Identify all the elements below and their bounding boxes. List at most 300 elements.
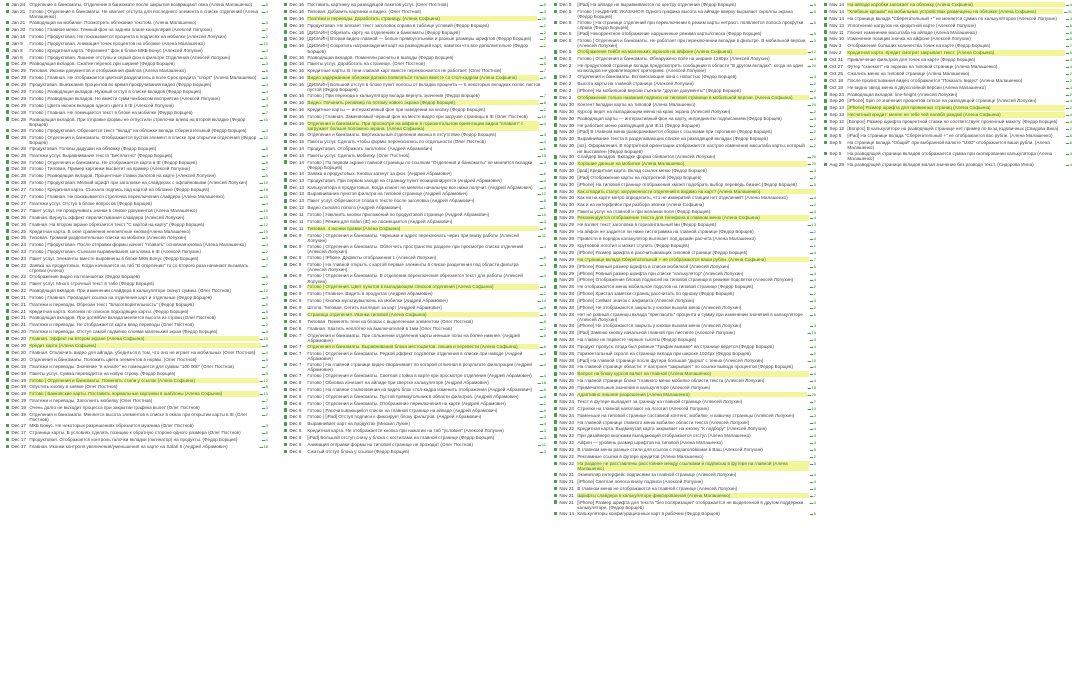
task-item[interactable] — [284, 326, 546, 332]
task-title[interactable]: Готово | Продуктовая. Съехали выравнивания заголовка в IE (Алексей Лопухин) — [29, 249, 201, 255]
task-item[interactable] — [824, 92, 1072, 98]
checkbox-icon[interactable] — [284, 408, 287, 411]
checkbox-icon[interactable] — [554, 285, 557, 288]
task-title[interactable]: Штопа. Типовая. Cетить выглядит за карт (Андрей Абрамович) — [307, 305, 442, 311]
task-title[interactable]: Отображение больших количества точек на карте (Федор Борщев) — [847, 43, 991, 49]
task-item[interactable] — [284, 442, 546, 448]
checkbox-icon[interactable] — [284, 94, 287, 97]
task-title[interactable]: Готово | IPhone. Дефекты отображения 1 (Алексей Лопухин) — [307, 255, 437, 261]
task-item[interactable] — [6, 146, 268, 152]
task-item[interactable] — [554, 129, 816, 135]
checkbox-icon[interactable] — [554, 292, 557, 295]
task-title[interactable]: Готово | Главная. Не отображается цветной разделитель в поле Срок кредита "спорт" (Алена Малашенко) — [29, 75, 257, 81]
checkbox-icon[interactable] — [6, 250, 9, 253]
task-title[interactable]: [iPhone] Сеймат значок с алфавита (Алексей Лопухин) — [577, 298, 695, 304]
checkbox-icon[interactable] — [554, 216, 557, 219]
task-title[interactable]: Не видно звезд меню в двухслойной версии (Алена Малашенко) — [847, 84, 986, 90]
task-title[interactable]: Продуктовая. Головы дадушки на обложку (Федор Борщев) — [29, 145, 157, 151]
task-item[interactable] — [284, 414, 546, 420]
checkbox-icon[interactable] — [284, 388, 287, 391]
task-item[interactable] — [554, 447, 816, 453]
task-title[interactable]: [iPhone] Spin се значения процентов сеткое на разводящей странице (Алексей Лопухин) — [847, 98, 1037, 104]
checkbox-icon[interactable] — [824, 37, 827, 40]
task-title[interactable]: "Хлебные крошки" на мобильных устройствах размещены на обложке (Алена Софьина) — [847, 9, 1063, 14]
checkbox-icon[interactable] — [554, 487, 557, 490]
task-title[interactable]: Готово | Наклеить кнопки приложений по продуктовой странице (Андрей Абрамович) — [307, 212, 490, 218]
task-title[interactable]: Как ни на карте метро определить, что не измеритий станции нет отделений? (Алена Малашенко) — [577, 194, 788, 200]
task-title[interactable]: Готово | Продуктовая. После отправки формы начнет "плавать" основная кнопка (Алена Малашенко) — [29, 242, 246, 248]
task-title[interactable]: Отображение Гейбл на маленьких экранов на айфоне (Алена Софьина) — [577, 49, 806, 54]
task-item[interactable] — [284, 449, 546, 455]
task-title[interactable]: Пакет услуг. Элементы вместе выровнены в блоке МКБ Бонус (Федор Борщев) — [29, 256, 199, 262]
task-title[interactable]: Калькулятора в продуктовых. Когда клиент не меняли начальную все ниже получит. (Андрей Абрамович) — [307, 184, 533, 190]
task-title[interactable]: Уплотнение нагрузок на кредитной карте (Алексей Лопухин) — [847, 22, 976, 28]
checkbox-icon[interactable] — [554, 358, 557, 361]
task-title[interactable]: Готово | Разводящая вкладов. Процентные ставки Залогов на карте (Алексей Лопухин) — [29, 173, 216, 179]
task-item[interactable] — [284, 30, 546, 36]
task-item[interactable] — [554, 330, 816, 336]
checkbox-icon[interactable] — [554, 462, 557, 465]
task-item[interactable] — [554, 102, 816, 108]
task-item[interactable] — [6, 2, 268, 8]
task-title[interactable]: Готово | Главная. Не помещается текст в блоке на мобилке (Федор Борщев) — [29, 109, 193, 115]
task-item[interactable] — [6, 27, 268, 33]
checkbox-icon[interactable] — [554, 169, 557, 172]
checkbox-icon[interactable] — [554, 21, 557, 24]
task-title[interactable]: Рекомендуется отображение текста для телефона в главном меню (Алена Софьина) — [577, 215, 808, 220]
checkbox-icon[interactable] — [554, 116, 557, 119]
task-item[interactable] — [554, 344, 816, 350]
task-item[interactable] — [554, 182, 816, 188]
checkbox-icon[interactable] — [284, 30, 287, 33]
checkbox-icon[interactable] — [554, 32, 557, 35]
checkbox-icon[interactable] — [284, 285, 287, 288]
checkbox-icon[interactable] — [284, 108, 287, 111]
checkbox-icon[interactable] — [824, 72, 827, 75]
task-title[interactable]: Несчетный кредит: менял не тебе чей палабл рандой (Алена Софьина) — [847, 112, 1064, 117]
checkbox-icon[interactable] — [554, 123, 557, 126]
checkbox-icon[interactable] — [6, 42, 9, 45]
task-title[interactable]: Продуктовая. Отображается контроль галочки вкладки (пагинатор) на продукты. (Федор Борщев) — [29, 436, 238, 442]
checkbox-icon[interactable] — [554, 324, 557, 327]
checkbox-icon[interactable] — [284, 69, 287, 72]
checkbox-icon[interactable] — [6, 147, 9, 150]
task-item[interactable] — [284, 121, 546, 132]
task-title[interactable]: Готово | Продуктовая. Анимация точек процентов на обложке (Алена Малашенко) — [29, 40, 205, 46]
task-title[interactable]: Пакет услуг. Обрезаются слова в тексте после заголовка (Андрей Абрамович) — [307, 198, 475, 204]
checkbox-icon[interactable] — [284, 37, 287, 40]
checkbox-icon[interactable] — [824, 141, 827, 144]
task-item[interactable] — [284, 55, 546, 61]
task-title[interactable]: Готово | НАДИНИЕ УКАЗАНО!!! Одного графика высота на айпаде вверху вырывает скроллы экрана (Федор Борщев) — [577, 8, 793, 20]
checkbox-icon[interactable] — [284, 76, 287, 79]
task-title[interactable]: Платежи услуг. Отступ в блоке вопросов (Федор Борщев) — [29, 200, 153, 206]
checkbox-icon[interactable] — [554, 331, 557, 334]
checkbox-icon[interactable] — [554, 130, 557, 133]
task-item[interactable] — [6, 295, 268, 301]
task-item[interactable] — [6, 329, 268, 335]
task-item[interactable] — [6, 437, 268, 443]
task-item[interactable] — [554, 413, 816, 419]
checkbox-icon[interactable] — [824, 113, 827, 116]
task-title[interactable]: На айфон не задается ли ниже гистограмма на главной странице (Федор Борщев) — [577, 229, 754, 235]
task-title[interactable]: На странице вклада "Сберегательный +" не меняется сумма по калькуляторов (Алексей Лопухин) — [847, 15, 1057, 21]
task-title[interactable]: На главной странице области: У настроек "закрывает" по ссылке вывода процентов (Федор Борщев) — [577, 364, 794, 370]
task-title[interactable]: Пакеты услуг. Доработать на странице. (Олег Постнов) — [307, 61, 425, 67]
checkbox-icon[interactable] — [6, 174, 9, 177]
task-item[interactable] — [824, 140, 1072, 151]
task-item[interactable] — [824, 57, 1072, 63]
task-title[interactable]: [iPad] В главном меню разворачивается сборки с ссылками при скролинге (Федор Борщев) — [577, 129, 773, 135]
checkbox-icon[interactable] — [6, 154, 9, 157]
checkbox-icon[interactable] — [284, 313, 287, 316]
checkbox-icon[interactable] — [284, 23, 287, 26]
task-item[interactable] — [284, 244, 546, 255]
task-item[interactable] — [6, 173, 268, 179]
task-title[interactable]: Отделения и банкоматы. При просмотре на айфоне в горизонтальном ориентации видна "плавает" с загружает больше положено экрана. (Алена Софьина) — [307, 121, 538, 132]
task-item[interactable] — [284, 68, 546, 74]
task-item[interactable] — [284, 114, 546, 120]
task-title[interactable]: Готово | Отделения и банкоматы. Не отображается карта в IE (Федор Борщев) — [29, 159, 198, 165]
task-item[interactable] — [6, 357, 268, 363]
checkbox-icon[interactable] — [554, 393, 557, 396]
task-item[interactable] — [554, 229, 816, 235]
task-title[interactable]: Готово | По первом экране главной страницы по ссылкам "Отделения и банкоматы" не меняется вкладки (Федор Борщев) — [307, 159, 533, 170]
checkbox-icon[interactable] — [554, 176, 557, 179]
checkbox-icon[interactable] — [554, 137, 557, 140]
checkbox-icon[interactable] — [824, 127, 827, 130]
task-title[interactable]: Готово | Продуктовая. Мелкий шрифт при заголовке на слайдерах с офлайновыми (Алексей Лопухин) — [29, 180, 248, 186]
checkbox-icon[interactable] — [824, 120, 827, 123]
task-item[interactable] — [554, 277, 816, 283]
checkbox-icon[interactable] — [554, 427, 557, 430]
checkbox-icon[interactable] — [284, 160, 287, 163]
task-title[interactable]: Платежи и переводы. Отступ самой подменю слоями маленький экран (Федор Борщев) — [29, 329, 218, 335]
task-item[interactable] — [554, 31, 816, 37]
task-title[interactable]: Продуктовая. Не влезает текст заголовок справа в таблице условий (Федор Борщев) — [307, 22, 490, 28]
task-title[interactable]: [Вопрос] В калькуляторе на разводящей странице нет пример по вхэд ездовичных (Свидова Вика) — [847, 126, 1059, 132]
task-item[interactable] — [554, 189, 816, 194]
task-item[interactable] — [6, 153, 268, 159]
checkbox-icon[interactable] — [554, 244, 557, 247]
task-item[interactable] — [284, 75, 546, 81]
task-title[interactable]: [iPad] Большой отступ снизу у блока с костилами на главной странице (Федор Борщев) — [307, 435, 495, 441]
checkbox-icon[interactable] — [6, 28, 9, 31]
checkbox-icon[interactable] — [6, 83, 9, 86]
checkbox-icon[interactable] — [554, 190, 557, 193]
checkbox-icon[interactable] — [284, 395, 287, 398]
checkbox-icon[interactable] — [284, 178, 287, 181]
task-item[interactable] — [554, 271, 816, 277]
task-title[interactable]: Кредитная карта. В окне сравнения непонятные кнопки(Алена Малашенко) — [29, 228, 191, 234]
checkbox-icon[interactable] — [284, 401, 287, 404]
task-title[interactable]: Отделения и банкоматы. Меняется высота элементов в списке в окнах при открытии карты в IE (Олег Постнов) — [29, 411, 248, 423]
task-item[interactable] — [554, 257, 816, 263]
task-item[interactable] — [824, 9, 1072, 15]
task-item[interactable] — [6, 9, 268, 20]
task-title[interactable]: Главная. Хватить неплотно на выключателей в 1мм (Олег Постнов) — [307, 325, 453, 331]
task-item[interactable] — [554, 209, 816, 215]
checkbox-icon[interactable] — [554, 351, 557, 354]
checkbox-icon[interactable] — [6, 216, 9, 219]
task-title[interactable]: Пакет услуг. Не прокручивать значки в списке документов (Алена Малашенко) — [29, 207, 197, 213]
task-title[interactable]: Продуктовая. Выезжание процентов во время прокручивания видео (Федор Борщев) — [29, 82, 212, 88]
task-item[interactable] — [284, 262, 546, 273]
checkbox-icon[interactable] — [554, 313, 557, 316]
task-title[interactable]: Не работает меню разводящей для IE11 (Федор Борщев) — [577, 122, 700, 128]
task-item[interactable] — [6, 274, 268, 280]
task-item[interactable] — [554, 392, 816, 398]
task-title[interactable]: В главном меню разные стили для ссылок с подзаголовками в Ваш (Алексей Лопухин) — [577, 447, 763, 453]
task-item[interactable] — [824, 133, 1072, 139]
task-title[interactable]: Главная. Вернуть эффект перелистывания слайдера (Алексей Лопухин) — [29, 214, 185, 220]
task-title[interactable]: Разводящая карты — интерактивный фон на карту, ингредиенты подписаниям (Федор Борщев) — [577, 115, 782, 121]
task-item[interactable] — [6, 281, 268, 287]
checkbox-icon[interactable] — [6, 296, 9, 299]
task-title[interactable]: Пакеты услуг. Сделать чтобы формы переносились по отдельности (Олег Постнов) — [307, 138, 486, 144]
task-title[interactable]: Отображение видео на планшетах (Федор Борщев) — [29, 274, 140, 280]
checkbox-icon[interactable] — [554, 89, 557, 92]
task-title[interactable]: Отделение в банкоматы. Отделение в банкомате после закрытия возвращают окна (Алена Малашенко) — [29, 2, 253, 7]
checkbox-icon[interactable] — [284, 415, 287, 418]
task-item[interactable] — [284, 373, 546, 379]
task-item[interactable] — [824, 105, 1072, 111]
task-item[interactable] — [6, 288, 268, 294]
task-item[interactable] — [284, 153, 546, 159]
checkbox-icon[interactable] — [6, 309, 9, 312]
checkbox-icon[interactable] — [824, 163, 827, 166]
checkbox-icon[interactable] — [554, 155, 557, 158]
checkbox-icon[interactable] — [284, 374, 287, 377]
checkbox-icon[interactable] — [554, 183, 557, 186]
checkbox-icon[interactable] — [824, 79, 827, 82]
checkbox-icon[interactable] — [6, 236, 9, 239]
checkbox-icon[interactable] — [824, 30, 827, 33]
task-item[interactable] — [284, 198, 546, 204]
checkbox-icon[interactable] — [284, 256, 287, 259]
task-title[interactable]: На разводящей странице вкладов отображается сумма при скопировании калькулятора (Алена Малашенко) — [847, 151, 1053, 162]
task-item[interactable] — [554, 109, 816, 115]
task-title[interactable]: Готово | Продуктовая. Не показывается процента в подписях на мобилке (Алексей Лопухин) — [29, 33, 227, 39]
task-item[interactable] — [824, 119, 1072, 125]
task-title[interactable]: Готово | Отделения. Цвет пунктов в выпадающем списков отделения (Алена Софьина) — [307, 284, 538, 289]
checkbox-icon[interactable] — [6, 3, 9, 6]
task-title[interactable]: Готово | Отделение в банкоматы. Не хватает отступа для последнего элемента в списке отделений (Алена Малашенко) — [29, 8, 259, 20]
task-title[interactable]: Отделения и банкоматы. Вспомогающие окна с новостью (Федор Борщев) — [577, 74, 737, 80]
task-item[interactable] — [284, 107, 546, 113]
task-title[interactable]: Готово | Кредитная карта. "Фрагмент" фон в блоке МКБ Бонус (Алексей Лопухин) — [29, 47, 203, 53]
task-title[interactable]: Продуктовая. При первом заходе на страницу пункт позиционируется (Андрей Абрамович) — [307, 177, 502, 183]
task-title[interactable]: Отделения и банкоматы. При сольжении отделения карты меньше попы на более нижнее. (Андрей Абрамович) — [307, 332, 520, 343]
task-title[interactable]: Готово | Цвета иконок вкладов одного цвета в IE (Алексей Лопухин) — [29, 102, 174, 108]
checkbox-icon[interactable] — [284, 10, 287, 13]
task-item[interactable] — [554, 123, 816, 129]
checkbox-icon[interactable] — [284, 115, 287, 118]
task-item[interactable] — [824, 162, 1072, 168]
checkbox-icon[interactable] — [6, 202, 9, 205]
task-item[interactable] — [554, 20, 816, 31]
task-title[interactable]: На айпаде коробки заезжает на обложку (Алена Софьина) — [847, 2, 1064, 7]
task-title[interactable]: На разделе не расставлены расстояние между ссылками и подписью в футере на главной (Алена Малашенко) — [577, 461, 808, 472]
task-item[interactable] — [6, 343, 268, 349]
task-title[interactable]: Сжались меню на типовой странице (Алена Малашенко) — [847, 70, 970, 76]
checkbox-icon[interactable] — [6, 117, 9, 120]
task-item[interactable] — [284, 171, 546, 177]
task-item[interactable] — [284, 212, 546, 218]
task-title[interactable]: Кредитная карта. Выдвинутая карта закрывает на кнопку "К подбору" (Алексей Лопухин) — [577, 426, 767, 432]
task-title[interactable]: Продукт пропуск, вгода был ровные "Трафик вывиже" на странице ведется (Федор Борщев) — [577, 343, 774, 349]
task-title[interactable]: Платежи и переводы. Значение "в начале" не помещается для суммы "100 000" (Олег Постнов) — [29, 363, 234, 369]
task-item[interactable] — [554, 175, 816, 181]
task-title[interactable]: Готово | Рассчитывающийся список на главной странице на айпаде (Андрей Абрамович) — [307, 407, 498, 413]
task-item[interactable] — [554, 243, 816, 249]
task-item[interactable] — [554, 56, 816, 62]
task-item[interactable] — [554, 74, 816, 80]
checkbox-icon[interactable] — [6, 358, 9, 361]
task-title[interactable]: Готово | Отделения и банкоматы. Редкой эффект подсветки отделения в списке при наводе (Андрей Абрамович) — [307, 350, 523, 362]
checkbox-icon[interactable] — [6, 55, 9, 58]
task-item[interactable] — [554, 500, 816, 511]
checkbox-icon[interactable] — [554, 441, 557, 444]
task-item[interactable] — [824, 151, 1072, 162]
task-title[interactable]: На странице вклада Сберегательный + не отображаются ваши рубли. (Алена Софьина) — [577, 257, 808, 262]
task-item[interactable] — [554, 95, 816, 101]
task-item[interactable] — [284, 312, 546, 318]
task-item[interactable] — [824, 126, 1072, 132]
checkbox-icon[interactable] — [6, 392, 9, 395]
checkbox-icon[interactable] — [554, 434, 557, 437]
checkbox-icon[interactable] — [6, 195, 9, 198]
checkbox-icon[interactable] — [554, 338, 557, 341]
task-item[interactable] — [824, 16, 1072, 22]
checkbox-icon[interactable] — [284, 62, 287, 65]
checkbox-icon[interactable] — [824, 23, 827, 26]
checkbox-icon[interactable] — [284, 154, 287, 157]
checkbox-icon[interactable] — [284, 327, 287, 330]
checkbox-icon[interactable] — [824, 65, 827, 68]
task-title[interactable]: Готово | Главная. Пропадает ссылка на отделения карт и отдельные (Федор Борщев) — [29, 294, 212, 300]
checkbox-icon[interactable] — [554, 400, 557, 403]
task-item[interactable] — [284, 284, 546, 290]
checkbox-icon[interactable] — [6, 104, 9, 107]
task-item[interactable] — [6, 215, 268, 221]
task-item[interactable] — [6, 315, 268, 321]
checkbox-icon[interactable] — [824, 99, 827, 102]
task-item[interactable] — [6, 82, 268, 88]
checkbox-icon[interactable] — [284, 352, 287, 355]
task-title[interactable]: Готово | Отделения и банкоматы. Черными и адрес переключать через при внизу работы (Алексей Лопухин) — [307, 232, 519, 244]
checkbox-icon[interactable] — [554, 512, 557, 515]
task-title[interactable]: Готово | Типовая. Пример картинки высветит на пример (Алексей Лопухин) — [29, 166, 190, 172]
checkbox-icon[interactable] — [284, 206, 287, 209]
task-title[interactable]: Как сгладить статус загруженности отделений в видимо на карт? (Алена Малашенко) — [577, 189, 816, 194]
task-item[interactable] — [6, 61, 268, 67]
checkbox-icon[interactable] — [554, 420, 557, 423]
task-title[interactable]: [iPhone] Ровный размер шрифта при списке "калькулятор" (Алексей Лопухин) — [577, 270, 744, 276]
task-item[interactable] — [554, 479, 816, 485]
task-title[interactable]: Главная. На втором экране обрезается текст "С картой на карту" (Федор Борщев) — [29, 221, 205, 227]
task-title[interactable]: Готово | Кредитная карта. Съехала подпись над картой на обложке (Федор Борщев) — [29, 187, 210, 193]
checkbox-icon[interactable] — [284, 443, 287, 446]
task-title[interactable]: [iPhone] Размер шрифта в рассчитывающих типовой странице (Федор Борщев) — [577, 249, 748, 255]
task-title[interactable]: [iPad] Некорректное отображение нарушенные режима карты/списка (Федор Борщев) — [577, 31, 762, 37]
task-item[interactable] — [6, 96, 268, 102]
checkbox-icon[interactable] — [6, 167, 9, 170]
checkbox-icon[interactable] — [824, 51, 827, 54]
task-title[interactable]: Кредитные карты. В тени главная карт вместе переключается не работает. (Олег Постнов) — [307, 68, 502, 74]
checkbox-icon[interactable] — [554, 379, 557, 382]
task-title[interactable]: Готово | На главное сталкновения на видео блок стол-кадра изменить отображения (Андрей Абрамович) — [307, 386, 533, 392]
task-item[interactable] — [824, 112, 1072, 118]
task-title[interactable]: [iPhone] Размер шрифта для текста "без поляризации" отображается не выделенной в другом поддержки калькуляторе. (Федор Борщев) — [577, 499, 804, 510]
task-item[interactable] — [824, 36, 1072, 42]
checkbox-icon[interactable] — [6, 243, 9, 246]
task-item[interactable] — [284, 2, 546, 8]
task-title[interactable]: Готово | [iPad] Отступ подписи к фиксирует блоку фильтров. (Андрей Абрамович) — [307, 414, 482, 420]
task-item[interactable] — [6, 430, 268, 436]
task-item[interactable] — [6, 222, 268, 228]
task-title[interactable]: Готово | При переходе к калькулятору вклада вернуть значения (Федор Борщев) — [307, 93, 480, 99]
task-item[interactable] — [554, 215, 816, 221]
task-item[interactable] — [6, 391, 268, 397]
task-item[interactable] — [554, 433, 816, 439]
task-title[interactable]: Страница карты. В условиях сделать позицию к обратную стороне одного размера (Олег Постнов) — [29, 430, 241, 436]
checkbox-icon[interactable] — [554, 299, 557, 302]
checkbox-icon[interactable] — [6, 275, 9, 278]
checkbox-icon[interactable] — [284, 83, 287, 86]
task-title[interactable]: Горизонтальный скролл на странице вклада при широке 1024px (Федор Борщев) — [577, 350, 751, 356]
task-item[interactable] — [554, 371, 816, 377]
checkbox-icon[interactable] — [284, 450, 287, 453]
checkbox-icon[interactable] — [6, 438, 9, 441]
task-item[interactable] — [6, 405, 268, 411]
checkbox-icon[interactable] — [6, 323, 9, 326]
task-item[interactable] — [6, 135, 268, 146]
checkbox-icon[interactable] — [284, 422, 287, 425]
checkbox-icon[interactable] — [6, 344, 9, 347]
task-item[interactable] — [6, 187, 268, 193]
task-item[interactable] — [6, 55, 268, 61]
checkbox-icon[interactable] — [284, 381, 287, 384]
checkbox-icon[interactable] — [284, 220, 287, 223]
task-title[interactable]: [ДИЗАЙН] Обрезать карту на отделениях и банкоматы (Федор Борщев) — [307, 29, 461, 35]
task-title[interactable]: На странице вклада "Общий" при выбранной валюте "USD" отображается ваши рубли. (Алена Малашенко) — [847, 139, 1050, 151]
task-title[interactable]: Разводящая вкладов. При отправке формы не отпустили стрелочки влево на второй вкладке (Федор Борщев) — [29, 116, 246, 127]
checkbox-icon[interactable] — [554, 448, 557, 451]
task-title[interactable]: Готово | Отделения и банкоматы. Обнаружено поле на ширине 1280px (Алексей Лопухин) — [577, 56, 770, 62]
checkbox-icon[interactable] — [6, 316, 9, 319]
task-item[interactable] — [554, 202, 816, 208]
checkbox-icon[interactable] — [6, 413, 9, 416]
checkbox-icon[interactable] — [6, 406, 9, 409]
checkbox-icon[interactable] — [284, 292, 287, 295]
task-item[interactable] — [824, 43, 1072, 49]
task-item[interactable] — [284, 219, 546, 225]
task-item[interactable] — [284, 344, 546, 350]
checkbox-icon[interactable] — [6, 110, 9, 113]
task-item[interactable] — [284, 305, 546, 311]
task-item[interactable] — [824, 64, 1072, 70]
task-item[interactable] — [554, 116, 816, 122]
task-item[interactable] — [824, 78, 1072, 84]
task-item[interactable] — [6, 249, 268, 255]
task-item[interactable] — [554, 364, 816, 370]
task-title[interactable]: Заявка в продуктовых. Кнопка заткнут за фон. (Андрей Абрамович) — [307, 170, 452, 176]
task-title[interactable]: Готово | Продуктовая. Лишние отступы и серый фон в фильтре Отделения (Алексей Лопухин) — [29, 54, 231, 60]
task-item[interactable] — [6, 160, 268, 166]
checkbox-icon[interactable] — [554, 196, 557, 199]
task-title[interactable]: Готово | Отделения и банкоматы. Пустой прямоугольник в области фильтров. (Андрей Абрамович) — [307, 393, 519, 399]
